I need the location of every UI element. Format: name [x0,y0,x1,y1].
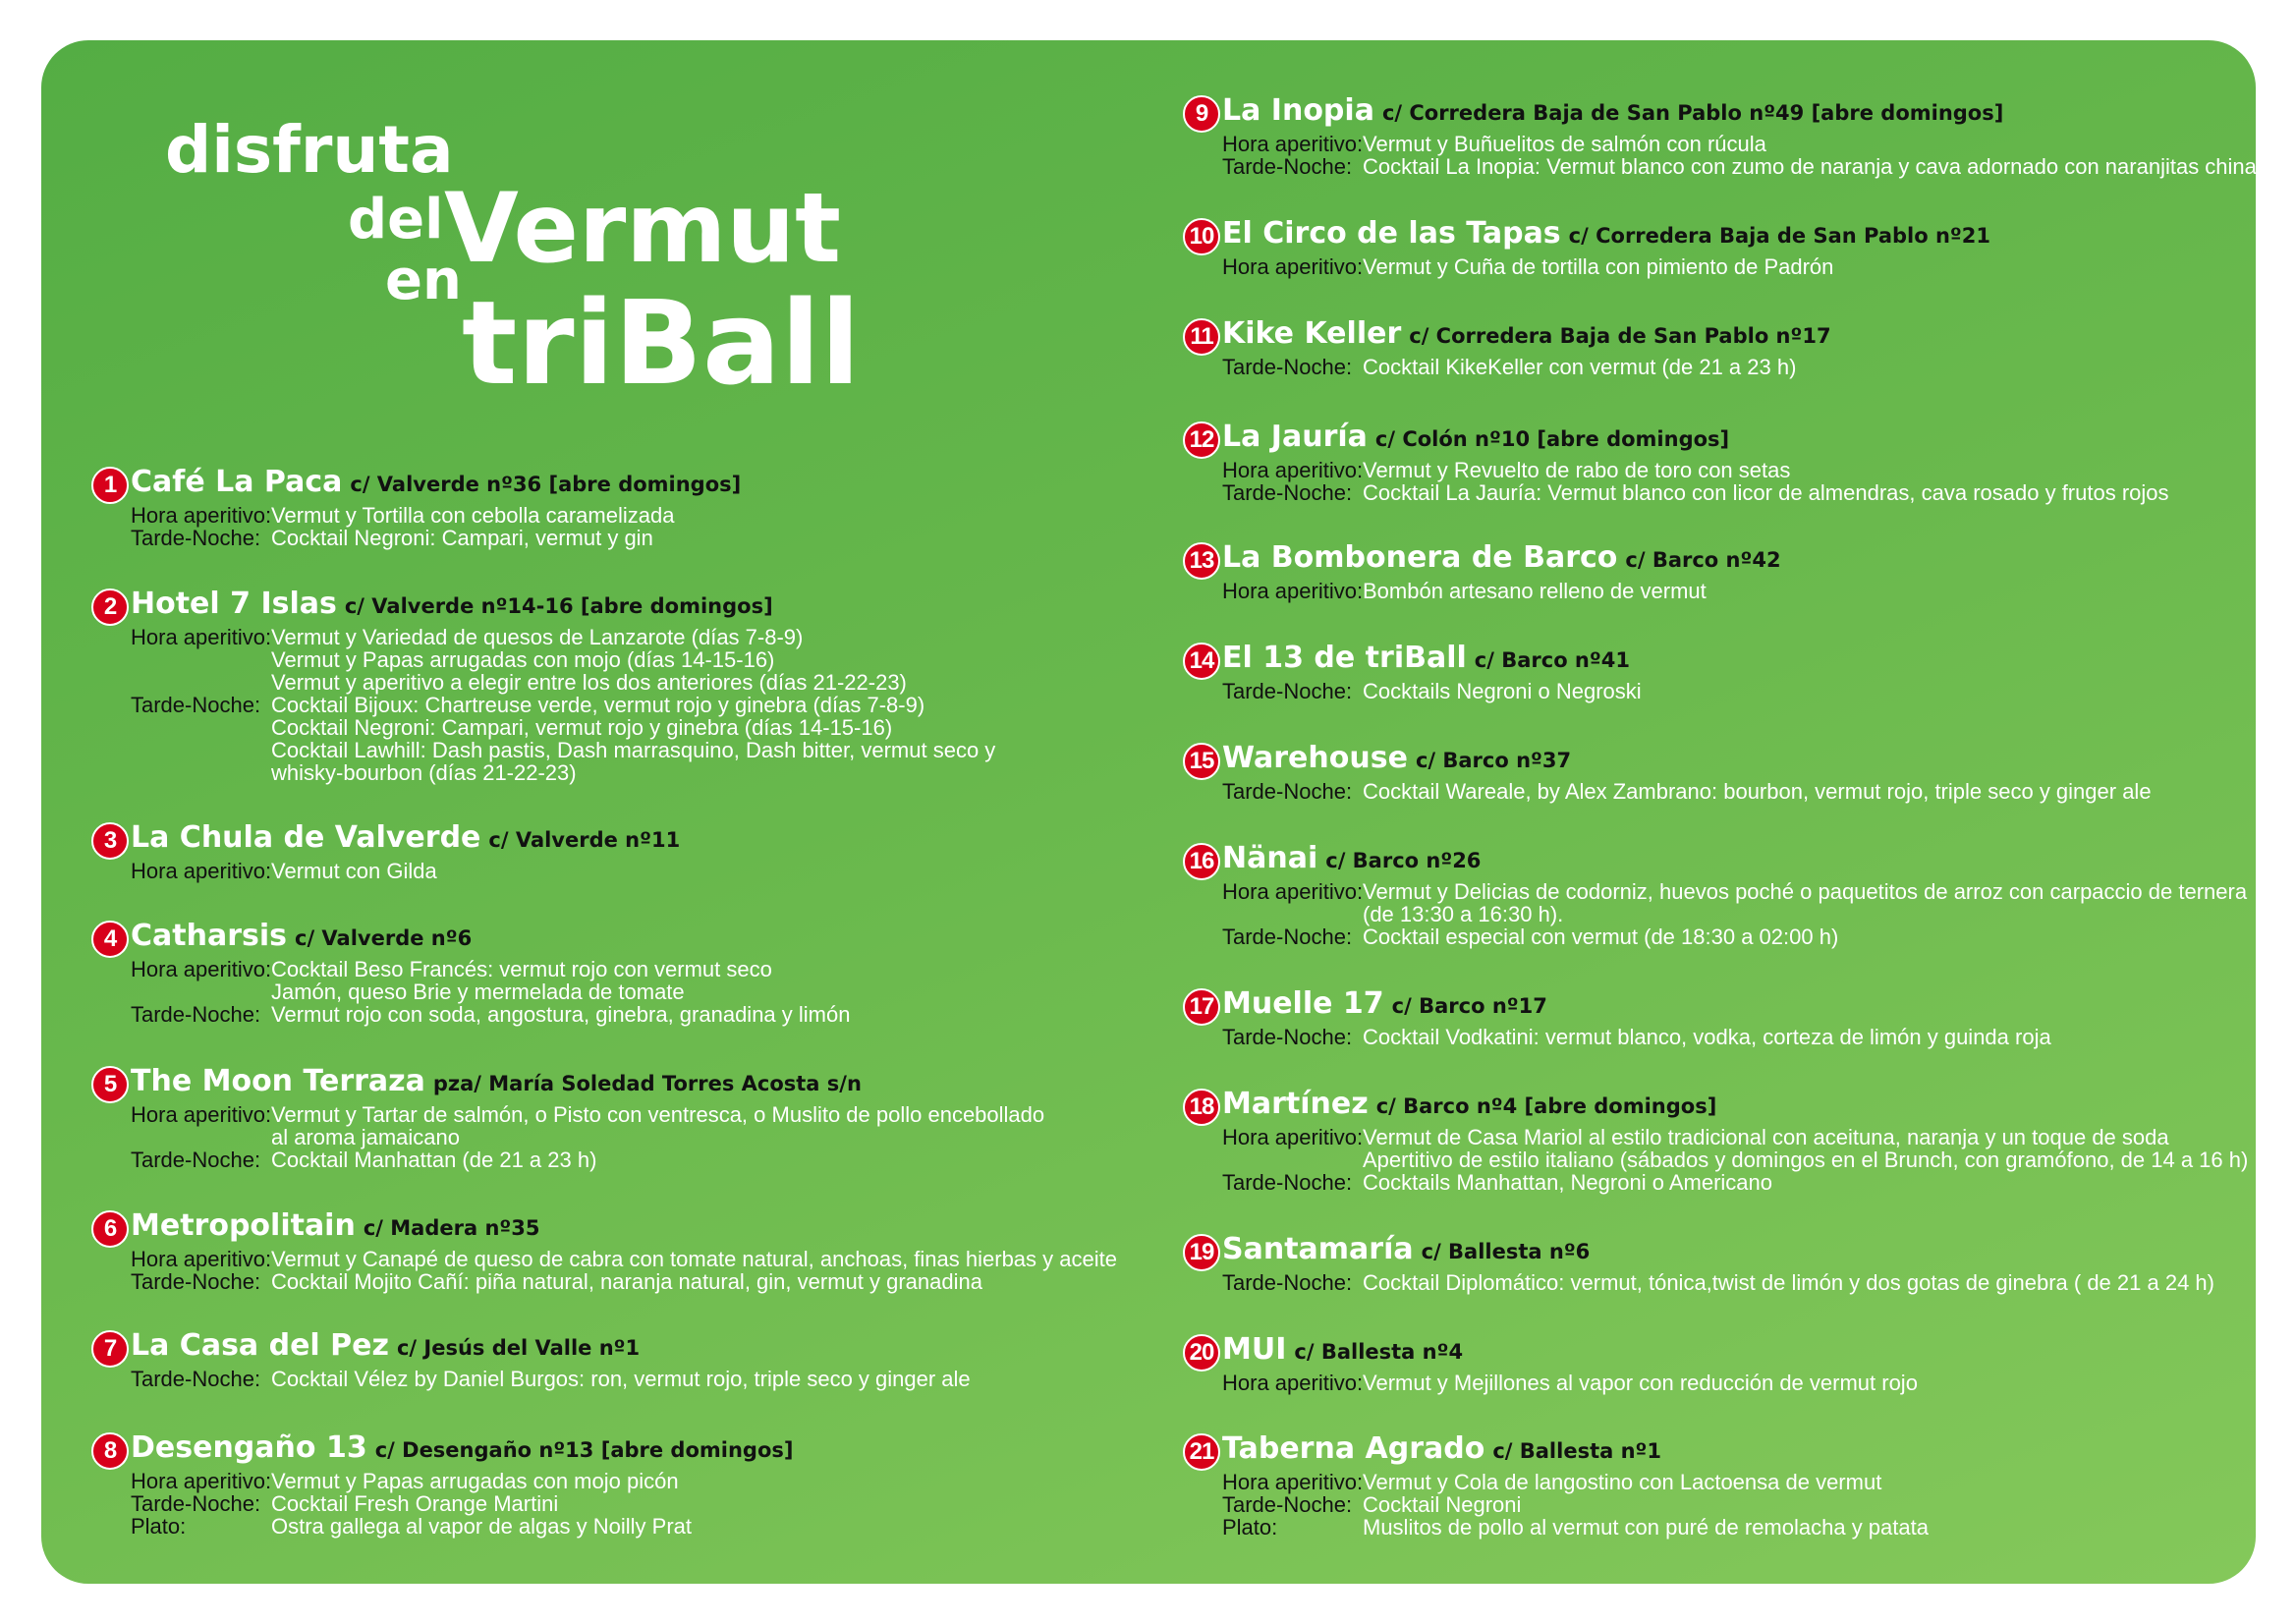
detail-label: Hora aperitivo: [131,503,272,528]
venue-address: c/ Corredera Baja de San Pablo nº49 [abre domingos] [1381,101,2004,125]
detail-label: Tarde-Noche: [1222,779,1353,804]
detail-text: Vermut y Papas arrugadas con mojo picón [271,1469,679,1493]
venue-header [1183,540,1781,580]
detail-label: Tarde-Noche: [1222,1492,1353,1517]
venue-header [1183,420,1730,459]
detail-label: Plato: [131,1514,187,1539]
detail-text: Bombón artesano relleno de vermut [1363,579,1707,603]
detail-label: Hora aperitivo: [1222,1470,1364,1494]
venue-name [1222,641,1630,675]
venue-number-badge: 14 [1183,643,1220,680]
detail-text: Vermut y Cuña de tortilla con pimiento de Padrón [1363,254,1834,279]
title-en: en [385,249,462,312]
detail-label: Hora aperitivo: [1222,879,1364,904]
detail-label: Hora aperitivo: [1222,458,1364,482]
title-vermut: Vermut [444,173,842,285]
venue-name-text: La Chula de Valverde [131,820,481,855]
venue-entry [1183,986,2051,1049]
venue-address: c/ Ballesta nº6 [1421,1240,1591,1263]
venue-number-badge: 9 [1183,95,1220,133]
venue-entry [1183,1087,2249,1195]
detail-text: Cocktail Negroni: Campari, vermut y gin [271,526,653,550]
venue-address: c/ Valverde nº11 [488,828,681,852]
venue-entry [1183,1232,2214,1295]
detail-text: Vermut y Papas arrugadas con mojo (días 14-15-16) [271,647,775,672]
venue-number-badge: 7 [91,1330,129,1368]
detail-text: Cocktail La Jauría: Vermut blanco con licor de almendras, cava rosado y frutos rojos [1363,480,2169,505]
venue-number-badge: 18 [1183,1089,1220,1126]
detail-label: Tarde-Noche: [1222,679,1353,703]
detail-label: Tarde-Noche: [1222,480,1353,505]
detail-label: Tarde-Noche: [131,1269,261,1294]
venue-name [131,465,741,499]
title-del: del [348,188,444,252]
detail-text: Vermut y Cola de langostino con Lactoensa de vermut [1363,1470,1882,1494]
venue-name [1222,841,1481,875]
detail-text: Vermut y Delicias de codorniz, huevos poché o paquetitos de arroz con carpaccio de ternera [1363,879,2248,904]
detail-text: whisky-bourbon (días 21-22-23) [271,760,577,785]
venue-number-badge: 13 [1183,542,1220,580]
venue-address: c/ Madera nº35 [363,1216,540,1240]
venue-header [1183,1087,1717,1126]
detail-label: Hora aperitivo: [1222,1371,1364,1395]
venue-number-badge: 6 [91,1210,129,1248]
venue-entry [91,1208,1117,1294]
venue-address: c/ Corredera Baja de San Pablo nº21 [1568,224,1990,248]
venue-number-badge: 19 [1183,1234,1220,1271]
detail-label: Tarde-Noche: [1222,154,1353,179]
detail-label: Tarde-Noche: [131,526,261,550]
detail-text: Cocktail Vélez by Daniel Burgos: ron, vermut rojo, triple seco y ginger ale [271,1367,971,1391]
venue-name-text: Taberna Agrado [1222,1431,1485,1466]
venue-name-text: La Jauría [1222,420,1368,454]
venue-header [1183,316,1831,356]
venue-name [1222,1232,1590,1266]
detail-label: Tarde-Noche: [1222,1170,1353,1195]
venue-name-text: MUI [1222,1332,1287,1367]
detail-label: Tarde-Noche: [131,1148,261,1172]
venue-header [91,1328,641,1368]
detail-text: Apertitivo de estilo italiano (sábados y domingos en el Brunch, con gramófono, de 14 a 16 h) [1363,1148,2249,1172]
venue-name-text: Santamaría [1222,1232,1414,1266]
detail-text: Vermut y aperitivo a elegir entre los dos anteriores (días 21-22-23) [271,670,907,695]
venue-address: c/ Ballesta nº1 [1492,1439,1661,1463]
detail-label: Tarde-Noche: [1222,355,1353,379]
venue-number-badge: 11 [1183,318,1220,356]
detail-text: Vermut y Revuelto de rabo de toro con setas [1363,458,1791,482]
venue-name [1222,93,2003,128]
venue-number-badge: 1 [91,467,129,504]
venue-name-text: Catharsis [131,919,287,953]
venue-header [91,919,473,958]
detail-text: Cocktail Diplomático: vermut, tónica,twist de limón y dos gotas de ginebra ( de 21 a 24 h) [1363,1270,2214,1295]
venue-number-badge: 8 [91,1432,129,1470]
venue-entry [91,587,996,785]
venue-name-text: Hotel 7 Islas [131,587,337,621]
title-disfruta: disfruta [165,112,454,188]
detail-text: Cocktails Negroni o Negroski [1363,679,1642,703]
venue-header [91,1208,540,1248]
venue-name-text: La Bombonera de Barco [1222,540,1618,575]
venue-number-badge: 17 [1183,988,1220,1026]
venue-name [1222,216,1990,251]
venue-name-text: El 13 de triBall [1222,641,1467,675]
venue-name-text: The Moon Terraza [131,1064,425,1098]
venue-name [1222,1087,1716,1121]
venue-number-badge: 4 [91,921,129,958]
venue-name [131,1208,539,1243]
detail-text: Vermut y Tortilla con cebolla caramelizada [271,503,675,528]
detail-text: Vermut y Buñuelitos de salmón con rúcula [1363,132,1766,156]
venue-address: c/ Colón nº10 [abre domingos] [1374,427,1730,451]
detail-text: Cocktail Fresh Orange Martini [271,1491,559,1516]
venue-header [91,1430,794,1470]
venue-name [131,820,680,855]
venue-entry [1183,93,2268,179]
venue-name-text: Muelle 17 [1222,986,1384,1021]
venue-header [1183,641,1630,680]
detail-label: Plato: [1222,1515,1278,1540]
venue-name [131,587,773,621]
detail-text: Vermut y Mejillones al vapor con reducción de vermut rojo [1363,1371,1918,1395]
venue-address: c/ Barco nº26 [1325,849,1482,872]
venue-number-badge: 2 [91,588,129,626]
detail-label: Hora aperitivo: [131,1102,272,1127]
venue-address: c/ Barco nº37 [1415,749,1572,772]
detail-text: Cocktail Negroni: Campari, vermut rojo y ginebra (días 14-15-16) [271,715,893,740]
venue-name-text: Martínez [1222,1087,1369,1121]
venue-address: c/ Desengaño nº13 [abre domingos] [374,1438,794,1462]
venue-name [1222,986,1547,1021]
detail-label: Hora aperitivo: [131,1247,272,1271]
detail-label: Tarde-Noche: [131,1491,261,1516]
venue-number-badge: 16 [1183,843,1220,880]
venue-entry [1183,216,1990,279]
detail-text: Vermut de Casa Mariol al estilo tradicional con aceituna, naranja y un toque de soda [1363,1125,2169,1149]
venue-header [1183,841,1482,880]
detail-label: Hora aperitivo: [131,859,272,883]
detail-text: Cocktail La Inopia: Vermut blanco con zumo de naranja y cava adornado con naranjitas chinas [1363,154,2268,179]
detail-text: Cocktail Wareale, by Alex Zambrano: bourbon, vermut rojo, triple seco y ginger ale [1363,779,2152,804]
venue-address: c/ Barco nº4 [abre domingos] [1375,1094,1717,1118]
venue-name-text: Metropolitain [131,1208,356,1243]
venue-address: c/ Corredera Baja de San Pablo nº17 [1409,324,1831,348]
venue-entry [91,1430,794,1539]
venue-entry [91,1328,971,1391]
detail-label: Tarde-Noche: [131,1002,261,1027]
venue-name [1222,420,1729,454]
detail-text: Cocktail especial con vermut (de 18:30 a 02:00 h) [1363,924,1839,949]
venue-address: c/ Valverde nº6 [295,926,473,950]
title-triball: triBall [462,275,861,411]
detail-label: Tarde-Noche: [1222,1270,1353,1295]
detail-text: Cocktail Bijoux: Chartreuse verde, vermut rojo y ginebra (días 7-8-9) [271,693,925,717]
venue-header [91,587,773,626]
venue-entry [1183,1332,1918,1395]
venue-entry [1183,641,1642,703]
detail-text: Cocktail Beso Francés: vermut rojo con vermut seco [271,957,772,981]
venue-name-text: Kike Keller [1222,316,1402,351]
detail-label: Hora aperitivo: [1222,1125,1364,1149]
venue-name-text: El Circo de las Tapas [1222,216,1561,251]
detail-text: Vermut rojo con soda, angostura, ginebra, granadina y limón [271,1002,851,1027]
venue-header [1183,216,1990,255]
venue-name [131,1328,640,1363]
detail-label: Hora aperitivo: [1222,132,1364,156]
venue-name [131,1064,862,1098]
venue-address: c/ Valverde nº36 [abre domingos] [350,473,742,496]
detail-label: Hora aperitivo: [1222,579,1364,603]
venue-name-text: Café La Paca [131,465,343,499]
venue-address: pza/ María Soledad Torres Acosta s/n [432,1072,862,1095]
venue-address: c/ Ballesta nº4 [1294,1340,1464,1364]
venue-entry [91,465,742,550]
venue-entry [1183,1431,1929,1540]
venue-entry [1183,316,1831,379]
venue-address: c/ Barco nº17 [1391,994,1547,1018]
detail-label: Hora aperitivo: [131,957,272,981]
venue-address: c/ Valverde nº14-16 [abre domingos] [344,594,773,618]
detail-label: Hora aperitivo: [1222,254,1364,279]
venue-header [91,820,681,860]
venue-number-badge: 21 [1183,1433,1220,1471]
venue-number-badge: 3 [91,822,129,860]
venue-entry [1183,540,1781,603]
venue-name-text: Nänai [1222,841,1318,875]
detail-label: Tarde-Noche: [131,1367,261,1391]
detail-text: Cocktail Negroni [1363,1492,1522,1517]
detail-label: Tarde-Noche: [1222,1025,1353,1049]
venue-name [1222,540,1781,575]
detail-text: Muslitos de pollo al vermut con puré de remolacha y patata [1363,1515,1929,1540]
detail-text: (de 13:30 a 16:30 h). [1363,902,1564,926]
detail-label: Hora aperitivo: [131,625,272,649]
venue-address: c/ Jesús del Valle nº1 [396,1336,641,1360]
detail-label: Tarde-Noche: [1222,924,1353,949]
venue-number-badge: 5 [91,1066,129,1103]
venue-number-badge: 12 [1183,421,1220,459]
venue-header [91,1064,862,1103]
detail-text: Cocktail KikeKeller con vermut (de 21 a 23 h) [1363,355,1797,379]
venue-address: c/ Barco nº42 [1625,548,1781,572]
venue-name [131,1430,793,1465]
venue-header [1183,1431,1661,1471]
detail-text: Cocktail Vodkatini: vermut blanco, vodka, corteza de limón y guinda roja [1363,1025,2051,1049]
venue-number-badge: 10 [1183,218,1220,255]
venue-address: c/ Barco nº41 [1474,648,1630,672]
venue-name-text: La Inopia [1222,93,1374,128]
venue-entry [1183,420,2169,505]
venue-number-badge: 15 [1183,743,1220,780]
detail-text: al aroma jamaicano [271,1125,460,1149]
detail-label: Tarde-Noche: [131,693,261,717]
venue-name-text: Warehouse [1222,741,1408,775]
detail-text: Cocktails Manhattan, Negroni o Americano [1363,1170,1772,1195]
detail-text: Cocktail Manhattan (de 21 a 23 h) [271,1148,597,1172]
venue-entry [91,820,681,883]
detail-label: Hora aperitivo: [131,1469,272,1493]
venue-header [1183,741,1572,780]
detail-text: Cocktail Mojito Cañí: piña natural, naranja natural, gin, vermut y granadina [271,1269,982,1294]
venue-entry [91,919,851,1027]
detail-text: Ostra gallega al vapor de algas y Noilly Prat [271,1514,692,1539]
venue-name [1222,1431,1661,1466]
venue-header [1183,93,2004,133]
venue-name [1222,316,1831,351]
detail-text: Vermut y Canapé de queso de cabra con tomate natural, anchoas, finas hierbas y aceite [271,1247,1117,1271]
venue-entry [1183,841,2248,949]
detail-text: Vermut y Tartar de salmón, o Pisto con ventresca, o Muslito de pollo encebollado [271,1102,1045,1127]
venue-entry [1183,741,2152,804]
venue-name [1222,741,1571,775]
venue-name [1222,1332,1463,1367]
venue-name [131,919,472,953]
detail-text: Vermut y Variedad de quesos de Lanzarote (días 7-8-9) [271,625,804,649]
detail-text: Vermut con Gilda [271,859,437,883]
venue-number-badge: 20 [1183,1334,1220,1372]
venue-name-text: La Casa del Pez [131,1328,389,1363]
venue-header [1183,1232,1591,1271]
venue-header [91,465,742,504]
detail-text: Cocktail Lawhill: Dash pastis, Dash marrasquino, Dash bitter, vermut seco y [271,738,996,762]
venue-header [1183,1332,1464,1372]
detail-text: Jamón, queso Brie y mermelada de tomate [271,980,685,1004]
venue-header [1183,986,1547,1026]
venue-name-text: Desengaño 13 [131,1430,367,1465]
venue-entry [91,1064,1045,1172]
